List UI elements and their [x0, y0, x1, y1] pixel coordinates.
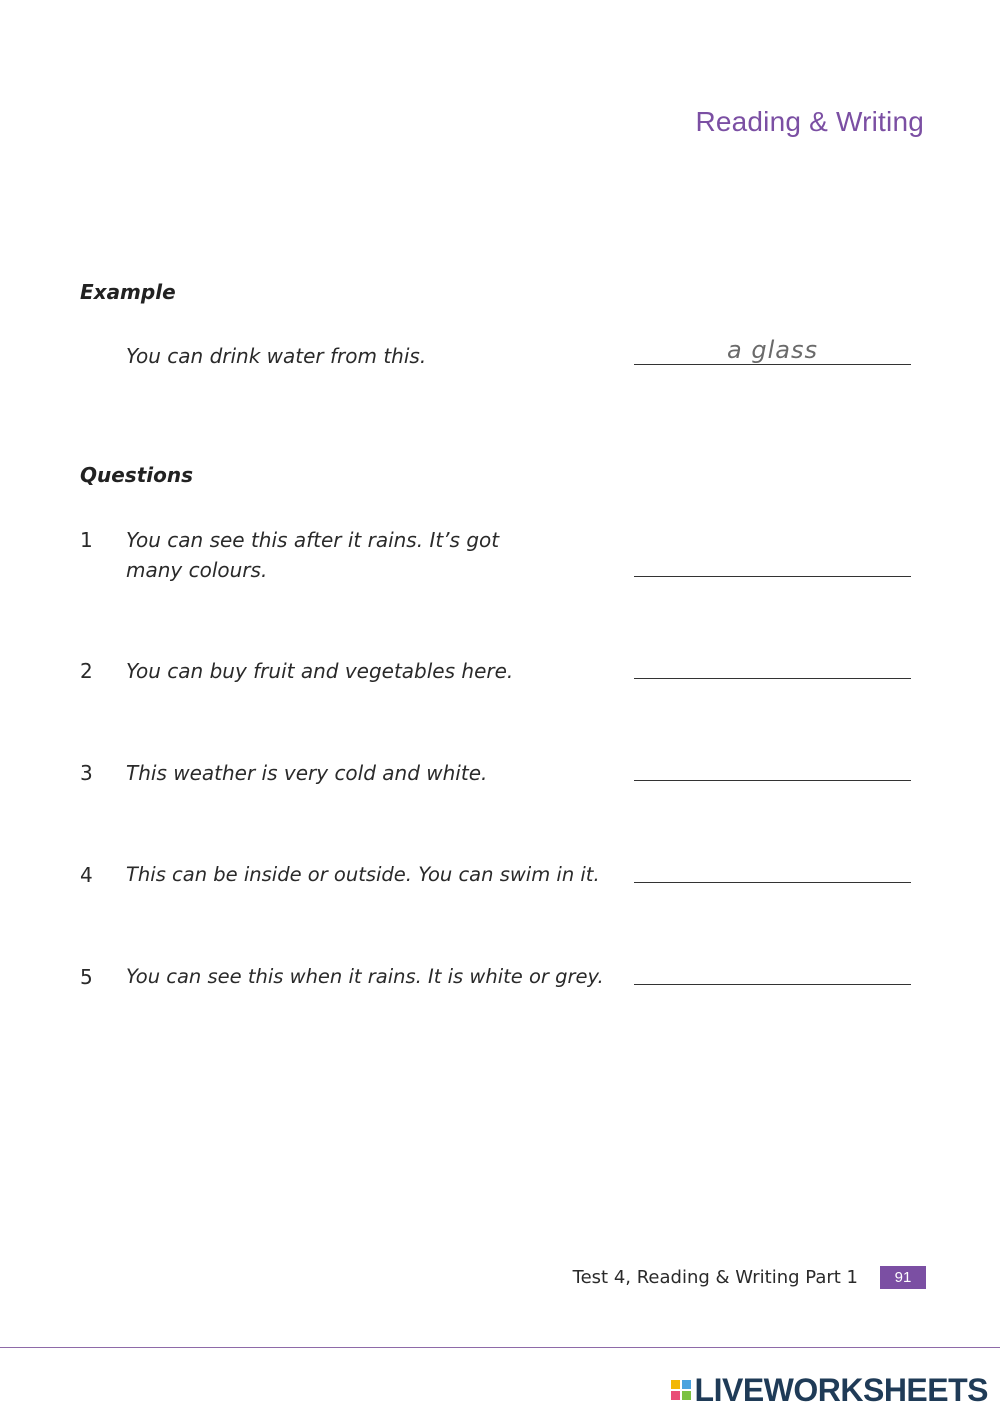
question-text-5: You can see this when it rains. It is white or grey. — [126, 965, 604, 988]
question-text-2: You can buy fruit and vegetables here. — [126, 659, 514, 683]
question-text-4: This can be inside or outside. You can swim in it. — [126, 863, 600, 886]
question-number-3: 3 — [80, 761, 93, 785]
liveworksheets-logo-icon — [671, 1380, 691, 1400]
answer-field-3[interactable] — [634, 780, 911, 781]
question-number-2: 2 — [80, 659, 93, 683]
question-text-1: You can see this after it rains. It’s got many colours. — [126, 528, 500, 582]
brand-name: LIVEWORKSHEETS — [694, 1371, 988, 1408]
page-number: 91 — [880, 1266, 926, 1289]
question-number-1: 1 — [80, 528, 93, 552]
question-number-4: 4 — [80, 863, 93, 887]
example-answer-line — [634, 364, 911, 365]
example-heading: Example — [80, 280, 176, 304]
answer-field-4[interactable] — [634, 882, 911, 883]
footer-label: Test 4, Reading & Writing Part 1 — [572, 1267, 858, 1288]
answer-field-2[interactable] — [634, 678, 911, 679]
section-title: Reading & Writing — [695, 106, 924, 137]
questions-heading: Questions — [80, 463, 194, 487]
answer-field-1[interactable] — [634, 576, 911, 577]
footer-divider — [0, 1347, 1000, 1348]
answer-field-5[interactable] — [634, 984, 911, 985]
question-number-5: 5 — [80, 965, 93, 989]
example-answer: a glass — [727, 336, 818, 364]
brand[interactable] — [671, 1372, 988, 1408]
question-text-3: This weather is very cold and white. — [126, 761, 488, 785]
example-prompt: You can drink water from this. — [126, 344, 427, 368]
